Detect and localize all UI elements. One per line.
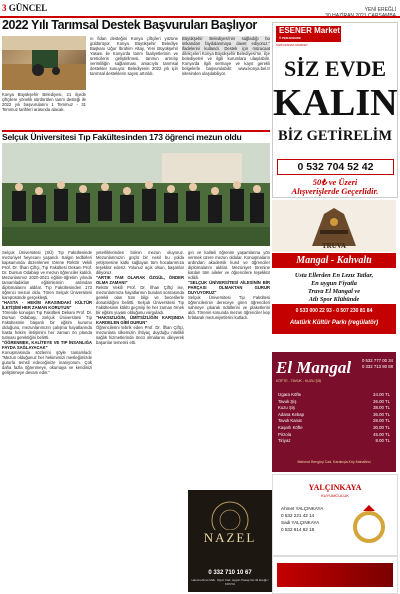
esener-brand: ESENER [279, 26, 312, 35]
esener-brand-suffix: Market [314, 26, 340, 35]
page-number: 3 [2, 3, 7, 13]
menu-price: 38.00 TL [373, 405, 390, 411]
nazel-brand: NAZEL [203, 530, 257, 545]
article2-col2-text3: Öğrencilerini tebrik eden Prof. Dr. İlhan Çiftçi, mezunlara ülkemizin ihtiyaç duyduğu nitelikli sağlık hizmetlerinde öncü olmalarını dileyerek başarılar temenni etti. [96, 325, 184, 345]
truva-phone[interactable]: 0 533 000 22 93 - 0 507 230 81 84 [295, 308, 373, 314]
esener-offer-line1: 50₺ ve Üzeri [312, 177, 358, 187]
esener-tagline: SİZİN ESNAF MARKET [276, 43, 308, 47]
menu-row [278, 405, 390, 412]
menu-item: Pirzola [278, 431, 292, 437]
yalcinkaya-phone1[interactable]: 0 532 221 42 14 [281, 513, 315, 518]
nazel-ornament-image [188, 490, 272, 530]
esener-offer [273, 178, 397, 196]
esener-line2: KALIN [273, 82, 398, 124]
truva-line4: Atlı Spor Klübünde [308, 296, 360, 303]
article1-photo [2, 36, 86, 90]
menu-price: 30.00 TL [373, 424, 390, 430]
el-mangal-ad[interactable] [272, 352, 396, 472]
esener-phone[interactable]: 0 532 704 52 42 [277, 159, 394, 175]
truva-title: Mangal - Kahvaltı [272, 253, 396, 268]
article2-subhead3: "ARTIK TAM OLARAK ÖZGÜL, ÖNDER OLMA ZAMANI" [96, 275, 184, 285]
menu-price: 24.00 TL [373, 392, 390, 397]
el-mangal-phones[interactable] [362, 358, 393, 370]
nazel-ad[interactable] [188, 490, 272, 592]
menu-row [278, 392, 390, 399]
menu-row [278, 438, 390, 445]
el-mangal-footer: Mahmut Bengüşi Cad. Karakışla Köy Mahallesi [297, 460, 371, 464]
article2-subhead5: "SELÇUK ÜNİVERSİTESİ AİLESİNİN BİR PARÇASI OLMAKTAN GURUR DUYUYORUZ" [188, 280, 270, 295]
menu-item: Tiriyaz [278, 438, 291, 444]
yalcinkaya-sub: KUYUMCULUK [320, 493, 349, 498]
truva-mangal-ad[interactable] [272, 200, 396, 354]
ad-band [277, 563, 393, 587]
truva-text [272, 272, 396, 304]
tractor-field-image [2, 36, 86, 90]
page-header [0, 0, 400, 16]
yalcinkaya-phone2[interactable]: 0 532 614 62 18 [281, 527, 315, 532]
yalcinkaya-ad[interactable] [272, 474, 398, 556]
article2-col2-text: yeterliklerinden birinin mezun oluyoruz. Mezunlarımızın güçlü bir nesil bu yolda yetişmesine katkı sağlayan tüm hocalarımıza teşekkür ederiz. Yolunuz açık olsun, başarılar diliyoruz. [96, 250, 184, 275]
article2-col2-text2: Rektör Vekili Prof. Dr. İlhan Çiftçi ise, mezunlarımıza hayatlarının bundan sonrasında gerekli olan tüm bilgi ve becerilerle donatıldığını belirtti. Selçuk Üniversitesi Tıp Fakültesinin köklü geçmişi ile her zaman örnek bir eğitim yuvası olduğunu vurguladı. [96, 285, 184, 315]
article2-col3 [188, 250, 270, 486]
article2-col1-text3: Konuşmasında sözlerini şöyle tamamladı: "Mezun olduğunuz her hekimimizi mesleğimizde gururla temsil edeceğinize inanıyorum. Çok daha fazla öğrenmeye, okumaya ve kendinizi geliştirmeye devam edin." [2, 350, 92, 375]
truva-brand: TRUVA [322, 242, 346, 250]
ring-icon [347, 503, 391, 547]
truva-location: Atatürk Kültür Parkı (regülatör) [289, 320, 379, 326]
yalcinkaya-line1: Ahmet YALÇINKAYA [281, 506, 324, 511]
yalcinkaya-ad-2[interactable] [272, 556, 398, 594]
menu-row [278, 425, 390, 432]
menu-item: Tavuk Kanat [278, 418, 302, 424]
menu-item: Kuzu Şiş [278, 405, 295, 411]
article2-col1-text: Selçuk Üniversitesi (SÜ) Tıp Fakültesinde mezuniyet heyecanı yaşandı. Salgın tedbirleri kapsamında düzenlenen törene Rektör Vekili Prof. Dr. İlhan Çiftçi, Tıp Fakültesi Dekanı Prof. Dr. Dursun Odabaşı ve mezun öğrenciler katıldı. Mezunlarımız 2020-2021 eğitim-öğretim yılında tamamladıkları eğitimlerinin ardından diplomalarını aldılar. Tıp Fakültesinden 173 öğrenci mezun oldu. Tören Selçuk Üniversitesi kampüsünde gerçekleşti. [2, 250, 92, 300]
menu-row [278, 432, 390, 439]
yalcinkaya-contacts [281, 505, 341, 533]
article2-col2 [96, 250, 184, 590]
esener-logo [276, 26, 341, 42]
truva-line1: Usta Ellerden En Lezız Tatlar, [294, 272, 374, 279]
graduation-photo [2, 143, 270, 246]
esener-line1: SİZ EVDE [283, 56, 387, 81]
menu-price: 26.00 TL [373, 398, 390, 404]
article2-col3-text2: Selçuk Üniversitesi Tıp Fakültesi öğrencilerinin dereceye giren öğrencileri sahneye çıkarak ödüllerini ve plaketlerini aldı. Törenin sonunda mezun öğrenciler kep fırlatarak mezuniyetlerini kutladı. [188, 295, 270, 320]
el-mangal-phone2: 0 332 713 80 88 [361, 364, 393, 369]
article2-headline: Selçuk Üniversitesi Tıp Fakültesinden 173 öğrenci mezun oldu [2, 132, 242, 142]
nazel-phone: 0 332 710 10 67 [208, 570, 252, 576]
el-mangal-menu [278, 392, 390, 445]
menu-row [278, 418, 390, 425]
el-mangal-brand: El Mangal [276, 358, 352, 377]
article1-col3: Büyükşehir Belediyesi'nin sağladığı bu imkandan faydalanmaya davet ediyoruz." ifadelerini kullandı. Destek için müracaat dilekçeleri Konya Büyükşehir Belediyesi'ne, ilçe belediyeleri ve ilgili kurumlara ulaşılabilir. Konya'da ilgili sermaye ve kayıt gerekli belgelerle başvurulabilir: www.konya.bel.tr sitesinden ulaşılabiliyor. [182, 36, 270, 76]
article2-col1 [2, 250, 92, 590]
article1-col1: Konya Büyükşehir Belediyesi, 21 ilçede çiftçilere yönelik sürdürülen tarım desteği ile 2022 yılı başvurularını 1 Temmuz - 31 Temmuz tarihleri arasında alacak. [2, 92, 86, 112]
menu-price: 28.00 TL [373, 418, 390, 424]
el-mangal-subtitle: KÖFTE - TAVUK - KUZU ŞİŞ [276, 379, 322, 383]
paper-name: YENİ EREĞLİ [364, 7, 396, 13]
article2-col3-text: gın ve kaliteli öğrenim yaşamlarına yön vermek üzere mezun oldular. Konuşmaların ardından akademik kurul ve öğrenciler diplomalarını aldılar. Mezuniyet törenine katılan tüm aileler ve öğrencilere teşekkür edildi. [188, 250, 270, 280]
section-name: GÜNCEL [8, 3, 48, 13]
yalcinkaya-brand: YALÇINKAYA [308, 483, 362, 492]
nazel-address: Hacımehmet Mah. Oğuz Cad. Aygün Pasajı No:42 Ereğli / KONYA [191, 578, 269, 586]
truva-line3: Truva El Mangal ve [307, 288, 361, 295]
article2-subhead1: "HASTA - HEKİM ARASINDAKİ KÜLTÜR İLETİŞİMİ HER ZAMAN KORUYUN" [2, 300, 92, 310]
menu-price: 36.00 TL [373, 411, 390, 417]
article1-headline: 2022 Yılı Tarımsal Destek Başvuruları Başlıyor [2, 18, 257, 32]
esener-market-ad[interactable] [272, 22, 398, 198]
article2-subhead4: "HAKSIZLIĞIN, ÜMİTSİZLİĞİN KARŞINDA KARDELEN GİBİ DURUN" [96, 315, 184, 325]
menu-item: Kaşarlı Köfte [278, 424, 303, 430]
article2-subhead2: "ÖĞRENMEK, KALİTEYE VE TIP İNSANLIĞA FAYDA SAĞLAYACAK" [2, 340, 92, 350]
menu-price: 8.00 TL [375, 438, 390, 444]
page-section [2, 3, 47, 13]
esener-brand-small: ® PERAKENDE [279, 36, 301, 40]
article1-col2: nı fidan desteğini Konya çiftçileri yüzüne güldürüyor. Konya Büyükşehir Belediye Başkanı Uğur İbrahim Altay, Yeni Büyükşehir Yasası ile Konya'da tarım faaliyetlerinin ve üreticilerin geliştirilmesi, tarımın artırılıp verimliliğin sağlanması amacıyla tarımsal destekler sunuyor. Belediyenin 2022 yılı için tarımsal desteklerin sayısı artırıldı. [90, 36, 178, 76]
menu-price: 45.00 TL [373, 431, 390, 437]
menu-item: Izgara Köfte [278, 392, 302, 397]
yalcinkaya-line2: Sadi YALÇINKAYA [281, 520, 320, 525]
graduation-crowd-image [2, 143, 270, 246]
menu-row [278, 399, 390, 406]
el-mangal-phone1: 0 532 777 00 34 [361, 358, 393, 363]
menu-row [278, 412, 390, 419]
menu-item: Adana Kebap [278, 411, 305, 417]
article2-col1-text2: Törende konuşan Tıp Fakültesi Dekanı Prof. Dr. Dursun Odabaşı, Selçuk Üniversitesi Tıp Fakültesinin başarılı bir eğitim kurumu olduğunu, mezunlarımızın çalışma hayatlarında hasta hekim iletişimini her zaman ön planda tutması gerektiğini belirtti. [2, 310, 92, 340]
truva-line2: En uygun Fiyatla [311, 280, 357, 287]
menu-item: Tavuk Şiş [278, 398, 297, 404]
esener-line3: BİZ GETİRELİM [277, 128, 393, 144]
esener-offer-line2: Alışverişlerde Geçerlidir. [291, 186, 379, 196]
